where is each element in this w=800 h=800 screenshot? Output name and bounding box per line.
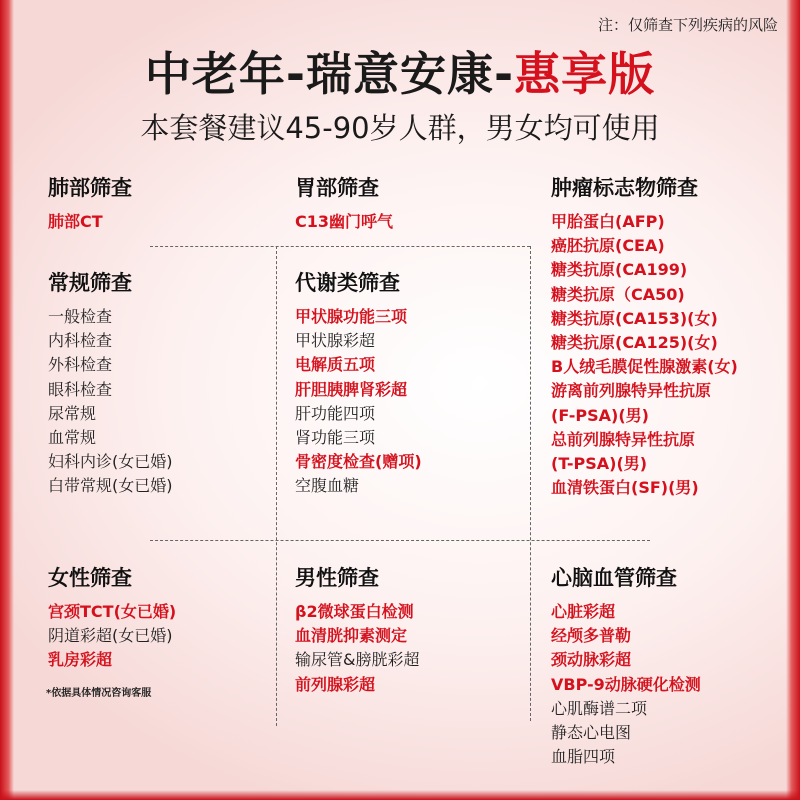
section-list <box>551 600 701 769</box>
divider-vertical-left <box>276 246 277 726</box>
list-item: B人绒毛膜促性腺激素(女) <box>551 357 738 377</box>
list-item: 肝胆胰脾肾彩超 <box>295 379 408 399</box>
list-item: (T-PSA)(男) <box>551 454 648 474</box>
list-item: 外科检查 <box>48 355 113 375</box>
list-item: 肾功能三项 <box>295 428 376 448</box>
footnote: *依据具体情况咨询客服 <box>46 688 152 699</box>
list-item: 肺部CT <box>48 212 103 231</box>
section-cardio <box>551 562 701 769</box>
divider-top <box>150 246 530 247</box>
list-item: 血常规 <box>48 428 97 448</box>
list-item: 甲状腺功能三项 <box>295 307 408 326</box>
section-list <box>295 210 393 234</box>
list-item: VBP-9动脉硬化检测 <box>551 674 701 694</box>
list-item: 骨密度检查(赠项) <box>295 452 422 472</box>
list-item: 白带常规(女已婚) <box>48 476 173 496</box>
section-list <box>48 305 173 499</box>
list-item: β2微球蛋白检测 <box>295 602 414 621</box>
list-item: 静态心电图 <box>551 723 632 743</box>
list-item: 血清铁蛋白(SF)(男) <box>551 478 699 498</box>
list-item: 甲胎蛋白(AFP) <box>551 212 665 231</box>
divider-vertical-right <box>530 246 531 721</box>
list-item: 前列腺彩超 <box>295 674 376 694</box>
section-title: 男性筛查 <box>295 566 379 590</box>
section-stomach <box>295 172 393 234</box>
list-item: 游离前列腺特异性抗原 <box>551 381 712 401</box>
list-item: 血脂四项 <box>551 747 616 767</box>
divider-bottom <box>150 540 650 541</box>
section-routine <box>48 267 173 499</box>
list-item: 糖类抗原(CA125)(女) <box>551 333 718 353</box>
list-item: 经颅多普勒 <box>551 626 632 646</box>
section-title: 常规筛查 <box>48 271 132 295</box>
section-list <box>295 305 422 499</box>
list-item: 总前列腺特异性抗原 <box>551 429 696 449</box>
section-list <box>48 210 132 234</box>
section-list <box>295 600 419 697</box>
section-male <box>295 562 419 697</box>
list-item: 颈动脉彩超 <box>551 650 632 670</box>
section-female <box>48 562 176 673</box>
title-highlight: 惠享版 <box>514 47 656 101</box>
section-lung <box>48 172 132 234</box>
list-item: 乳房彩超 <box>48 650 113 670</box>
section-metabolic <box>295 267 422 499</box>
title-main: 中老年-瑞意安康- <box>144 47 515 101</box>
note-text: 注：仅筛查下列疾病的风险 <box>597 16 778 34</box>
list-item: 糖类抗原（CA50) <box>551 284 685 304</box>
page-title <box>0 38 800 104</box>
list-item: 癌胚抗原(CEA) <box>551 236 665 256</box>
list-item: 肝功能四项 <box>295 403 376 423</box>
section-tumor <box>551 172 738 500</box>
list-item: C13幽门呼气 <box>295 212 394 231</box>
list-item: 一般检查 <box>48 307 113 326</box>
section-list <box>48 600 176 673</box>
list-item: 甲状腺彩超 <box>295 331 376 351</box>
section-title: 肿瘤标志物筛查 <box>551 176 698 200</box>
list-item: 糖类抗原(CA199) <box>551 260 688 280</box>
list-item: 空腹血糖 <box>295 476 360 496</box>
list-item: 宫颈TCT(女已婚) <box>48 602 177 621</box>
section-title: 心脑血管筛查 <box>551 566 677 590</box>
list-item: 妇科内诊(女已婚) <box>48 452 173 472</box>
list-item: 眼科检查 <box>48 379 113 399</box>
list-item: 阴道彩超(女已婚) <box>48 626 173 646</box>
list-item: 电解质五项 <box>295 355 376 375</box>
list-item: 内科检查 <box>48 331 113 351</box>
section-title: 肺部筛查 <box>48 176 132 200</box>
bottom-border <box>0 790 800 800</box>
section-title: 胃部筛查 <box>295 176 379 200</box>
list-item: 输尿管&膀胱彩超 <box>295 650 420 670</box>
section-list <box>551 210 738 500</box>
list-item: 心脏彩超 <box>551 602 616 621</box>
section-title: 代谢类筛查 <box>295 271 400 295</box>
list-item: (F-PSA)(男) <box>551 405 649 425</box>
section-title: 女性筛查 <box>48 566 132 590</box>
list-item: 心肌酶谱二项 <box>551 698 648 718</box>
list-item: 血清胱抑素测定 <box>295 626 408 646</box>
list-item: 尿常规 <box>48 403 97 423</box>
page-subtitle: 本套餐建议45-90岁人群，男女均可使用 <box>140 111 660 145</box>
list-item: 糖类抗原(CA153)(女) <box>551 308 718 328</box>
